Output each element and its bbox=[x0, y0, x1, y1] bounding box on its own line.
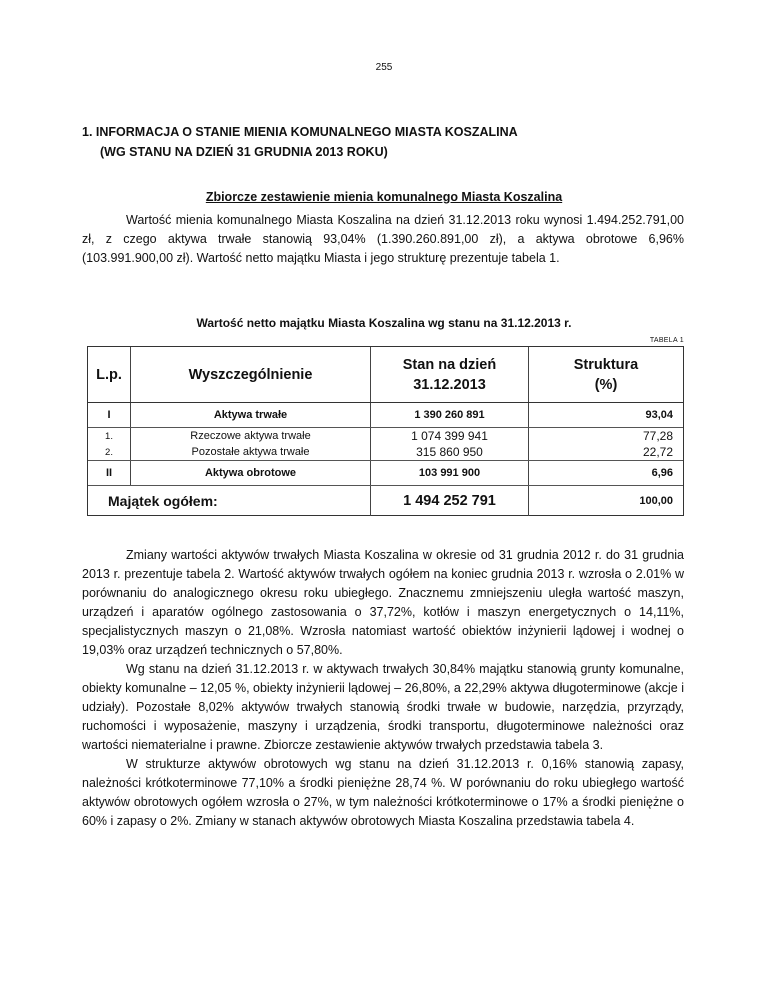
row-lp: I bbox=[88, 403, 131, 428]
row-name: Aktywa trwałe bbox=[131, 403, 371, 428]
row-name: Pozostałe aktywa trwałe bbox=[131, 444, 371, 461]
table-title: Wartość netto majątku Miasta Koszalina wg stanu na 31.12.2013 r. bbox=[196, 316, 572, 330]
row-lp: 1. bbox=[105, 430, 113, 442]
table-row bbox=[88, 461, 683, 486]
intro-paragraph: Wartość mienia komunalnego Miasta Koszalina na dzień 31.12.2013 roku wynosi 1.494.252.791,00 zł, z czego aktywa trwałe stanowią 93,04% (1.390.260.891,00 zł), a aktywa obrotowe 6,96% (103.991.900,00 zł). Wartość netto majątku Miasta i jego strukturę prezentuje tabela 1. bbox=[82, 213, 684, 265]
table-header-row bbox=[88, 347, 683, 403]
row-name: Rzeczowe aktywa trwałe bbox=[131, 428, 371, 445]
row-value: 1 390 260 891 bbox=[371, 403, 529, 428]
table-label: TABELA 1 bbox=[649, 337, 684, 344]
section-heading bbox=[82, 122, 518, 162]
subheading: Zbiorcze zestawienie mienia komunalnego Miasta Koszalina bbox=[205, 190, 563, 204]
assets-table bbox=[87, 346, 684, 516]
body-text bbox=[82, 546, 684, 831]
header-value-line1: Stan na dzień bbox=[402, 356, 497, 373]
header-structure-line1: Struktura bbox=[573, 356, 639, 373]
row-pct: 93,04 bbox=[529, 403, 684, 428]
table-total-row bbox=[88, 486, 683, 517]
page-number: 255 bbox=[375, 62, 393, 73]
row-pct: 22,72 bbox=[529, 444, 684, 461]
row-pct: 6,96 bbox=[529, 461, 684, 486]
table-row bbox=[88, 403, 683, 428]
heading-line-2: (WG STANU NA DZIEŃ 31 GRUDNIA 2013 ROKU) bbox=[100, 145, 388, 159]
row-value: 1 074 399 941 bbox=[371, 428, 529, 445]
row-lp: II bbox=[88, 461, 131, 486]
header-name: Wyszczególnienie bbox=[131, 347, 371, 403]
total-pct: 100,00 bbox=[529, 486, 684, 517]
body-paragraph-1: Zmiany wartości aktywów trwałych Miasta Koszalina w okresie od 31 grudnia 2012 r. do 31 grudnia 2013 r. prezentuje tabela 2. Wartość aktywów trwałych ogółem na koniec grudnia 2013 r. wzrosła o 2.01% w porównaniu do analogicznego okresu roku ubiegłego. Znacznemu zmniejszeniu uległa wartość maszyn, urządzeń i aparatów ogólnego zastosowania o 37,72%, kotłów i maszyn energetycznych o 14,11%, specjalistycznych maszyn o 21,08%. Wzrosła natomiast wartość obiektów inżynierii lądowej i wodnej o 19,03% oraz urządzeń technicznych o 57,80%. bbox=[82, 548, 684, 657]
body-paragraph-2: Wg stanu na dzień 31.12.2013 r. w aktywach trwałych 30,84% majątku stanowią grunty komunalne, obiekty komunalne – 12,05 %, obiekty inżynierii lądowej – 26,80%, a 22,29% aktywa długoterminowe (akcje i udziały). Pozostałe 8,02% aktywów trwałych stanowią środki trwałe w budowie, narzędzia, przyrządy, ruchomości i wyposażenie, maszyny i urządzenia, środki transportu, długoterminowe należności oraz wartości niematerialne i prawne. Zbiorcze zestawienie aktywów trwałych przedstawia tabela 3. bbox=[82, 662, 684, 752]
row-value: 315 860 950 bbox=[371, 444, 529, 461]
total-value: 1 494 252 791 bbox=[371, 486, 529, 517]
row-pct: 77,28 bbox=[529, 428, 684, 445]
header-value bbox=[371, 347, 529, 403]
row-lp: 2. bbox=[88, 444, 131, 461]
header-structure-line2: (%) bbox=[594, 376, 618, 393]
row-value: 103 991 900 bbox=[371, 461, 529, 486]
total-label: Majątek ogółem: bbox=[108, 493, 218, 509]
header-value-line2: 31.12.2013 bbox=[413, 376, 486, 393]
body-paragraph-3: W strukturze aktywów obrotowych wg stanu na dzień 31.12.2013 r. 0,16% stanowią zapasy, należności krótkoterminowe 77,10% a środki pieniężne 28,74 %. W porównaniu do roku ubiegłego wartość aktywów obrotowych ogółem wzrosła o 27%, w tym należności krótkoterminowe o 17% a środki pieniężne o 60% i zapasy o 2%. Zmiany w stanach aktywów obrotowych Miasta Koszalina przedstawia tabela 4. bbox=[82, 757, 684, 828]
heading-line-1: 1. INFORMACJA O STANIE MIENIA KOMUNALNEGO MIASTA KOSZALINA bbox=[82, 125, 518, 139]
table-row bbox=[88, 428, 683, 445]
table-row bbox=[88, 444, 683, 461]
header-lp: L.p. bbox=[88, 347, 131, 403]
row-name: Aktywa obrotowe bbox=[131, 461, 371, 486]
header-structure bbox=[529, 347, 684, 403]
intro-paragraph-block bbox=[82, 211, 684, 268]
